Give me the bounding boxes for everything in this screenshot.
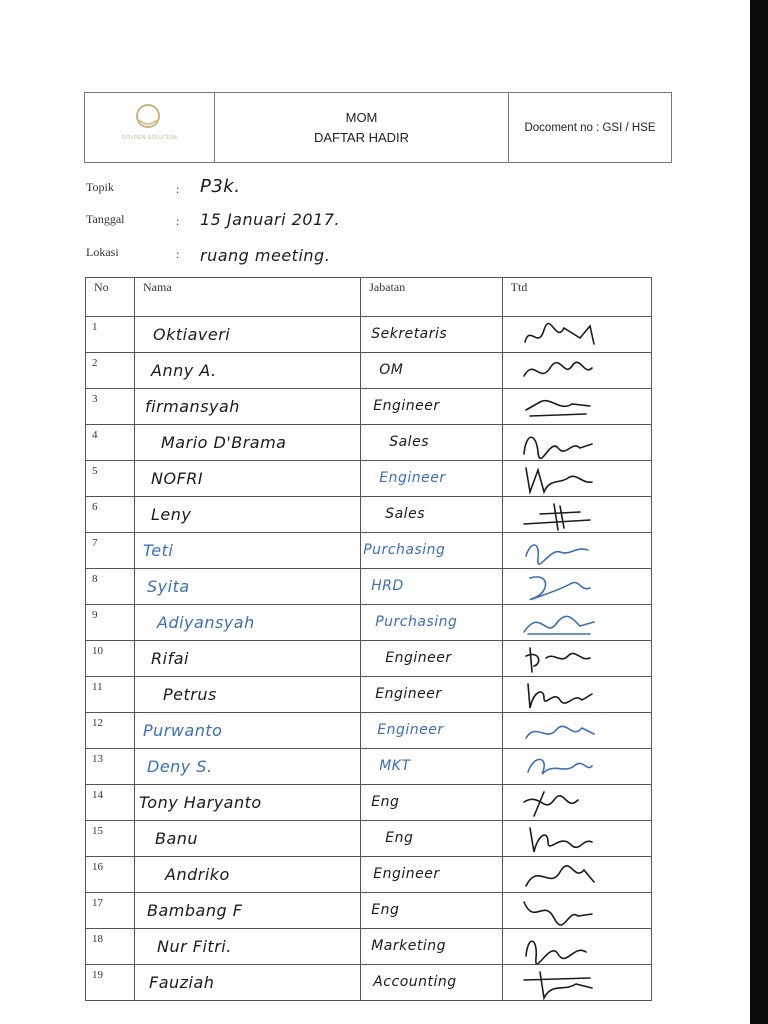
attendee-position: Eng [385,830,414,846]
row-no-cell [86,821,135,857]
title-line-2: DAFTAR HADIR [313,129,410,145]
signature-mark [515,608,605,640]
row-no-cell [86,677,135,713]
table-row [86,749,652,785]
row-number: 7 [92,537,98,549]
attendee-name: Tony Haryanto [139,793,262,812]
signature-mark [515,860,605,892]
table-row [86,353,652,389]
signature-mark [515,824,605,856]
row-number: 11 [92,681,103,693]
row-signature-cell [502,605,651,641]
signature-mark [515,932,605,964]
topik-value: P3k. [200,176,241,197]
attendee-position: Sales [385,506,425,522]
attendee-name: Deny S. [147,757,213,776]
attendee-name: Teti [143,541,174,560]
signature-mark [515,716,605,748]
attendee-position: Engineer [379,470,446,486]
table-row [86,677,652,713]
row-no-cell [86,857,135,893]
tanggal-value: 15 Januari 2017. [200,210,340,229]
row-signature-cell [502,641,651,677]
row-number: 10 [92,645,103,657]
row-name-cell [135,821,361,857]
scan-edge [750,0,768,1024]
signature-mark [515,788,605,820]
signature-mark [515,572,605,604]
row-no-cell [86,425,135,461]
signature-mark [515,644,605,676]
row-jabatan-cell [361,605,502,641]
table-row [86,785,652,821]
row-jabatan-cell [361,749,502,785]
table-row [86,425,652,461]
attendee-name: Andriko [165,865,230,884]
attendee-position: MKT [379,758,411,774]
table-row [86,965,652,1001]
attendee-position: Eng [371,794,400,810]
row-signature-cell [502,461,651,497]
attendee-position: HRD [371,578,404,594]
row-jabatan-cell [361,461,502,497]
row-no-cell [86,785,135,821]
attendee-name: Mario D'Brama [161,433,287,452]
row-signature-cell [502,425,651,461]
row-no-cell [86,569,135,605]
row-no-cell [86,965,135,1001]
row-name-cell [135,461,361,497]
row-name-cell [135,785,361,821]
table-row [86,929,652,965]
row-jabatan-cell [361,821,502,857]
table-header-row [86,278,652,317]
document-number: Docoment no : GSI / HSE [524,121,656,134]
signature-mark [515,356,605,388]
lokasi-label: Lokasi [86,245,119,259]
header-jabatan: Jabatan [361,278,502,317]
signature-mark [515,500,605,532]
attendee-name: Purwanto [143,721,223,740]
table-row [86,497,652,533]
row-name-cell [135,641,361,677]
signature-mark [515,968,605,1000]
attendee-name: Oktiaveri [153,325,231,344]
logo-text: GOLDEN SOLUTION [121,135,178,141]
row-number: 16 [92,861,103,873]
row-name-cell [135,533,361,569]
attendee-position: Accounting [373,974,457,990]
header-ttd: Ttd [502,278,651,317]
row-number: 8 [92,573,98,585]
signature-mark [515,464,605,496]
row-jabatan-cell [361,785,502,821]
attendance-table [85,277,652,1001]
row-signature-cell [502,497,651,533]
row-name-cell [135,713,361,749]
row-signature-cell [502,929,651,965]
row-jabatan-cell [361,929,502,965]
attendee-name: NOFRI [151,469,204,488]
table-row [86,569,652,605]
signature-mark [515,752,605,784]
logo-icon [133,101,163,131]
row-no-cell [86,317,135,353]
attendee-position: Purchasing [363,542,446,558]
row-signature-cell [502,893,651,929]
row-signature-cell [502,821,651,857]
row-number: 9 [92,609,98,621]
table-row [86,605,652,641]
row-name-cell [135,857,361,893]
table-row [86,893,652,929]
row-jabatan-cell [361,569,502,605]
row-no-cell [86,353,135,389]
attendee-name: Adiyansyah [157,613,255,632]
row-no-cell [86,929,135,965]
row-number: 5 [92,465,98,477]
title-line-1: MOM [345,109,378,125]
row-jabatan-cell [361,893,502,929]
attendee-name: Rifai [151,649,189,668]
row-signature-cell [502,677,651,713]
row-signature-cell [502,569,651,605]
row-signature-cell [502,353,651,389]
row-jabatan-cell [361,425,502,461]
signature-mark [515,428,605,460]
row-signature-cell [502,965,651,1001]
attendee-name: Fauziah [149,973,215,992]
row-number: 6 [92,501,98,513]
table-row [86,389,652,425]
row-signature-cell [502,389,651,425]
attendee-name: Nur Fitri. [157,937,232,956]
lokasi-colon: : [176,247,180,261]
row-signature-cell [502,857,651,893]
attendee-position: Eng [371,902,400,918]
company-logo [85,93,215,162]
row-jabatan-cell [361,497,502,533]
attendee-name: firmansyah [145,397,240,416]
document-title [215,93,509,162]
row-no-cell [86,749,135,785]
attendee-position: Engineer [375,686,442,702]
row-number: 3 [92,393,98,405]
row-signature-cell [502,317,651,353]
table-row [86,533,652,569]
header-no: No [86,278,135,317]
attendee-position: Sales [389,434,429,450]
document-header [84,92,672,163]
attendee-position: Sekretaris [371,326,448,342]
attendee-position: Engineer [373,866,440,882]
row-signature-cell [502,749,651,785]
row-number: 14 [92,789,103,801]
table-row [86,317,652,353]
attendee-position: Purchasing [375,614,458,630]
row-no-cell [86,641,135,677]
row-number: 17 [92,897,103,909]
signature-mark [515,680,605,712]
row-signature-cell [502,785,651,821]
row-jabatan-cell [361,389,502,425]
row-name-cell [135,749,361,785]
row-name-cell [135,893,361,929]
row-jabatan-cell [361,965,502,1001]
row-number: 2 [92,357,98,369]
tanggal-colon: : [176,214,180,228]
table-row [86,713,652,749]
row-no-cell [86,893,135,929]
row-jabatan-cell [361,353,502,389]
tanggal-label: Tanggal [86,212,125,226]
row-name-cell [135,965,361,1001]
attendee-name: Anny A. [151,361,217,380]
row-number: 13 [92,753,103,765]
row-number: 12 [92,717,103,729]
attendee-position: Engineer [373,398,440,414]
signature-mark [515,896,605,928]
row-no-cell [86,389,135,425]
attendee-name: Bambang F [147,901,243,920]
table-row [86,821,652,857]
table-row [86,857,652,893]
row-jabatan-cell [361,641,502,677]
row-number: 19 [92,969,103,981]
row-no-cell [86,605,135,641]
signature-mark [515,536,605,568]
row-name-cell [135,605,361,641]
row-signature-cell [502,713,651,749]
attendee-position: Engineer [385,650,452,666]
row-jabatan-cell [361,533,502,569]
row-name-cell [135,677,361,713]
row-name-cell [135,353,361,389]
row-jabatan-cell [361,857,502,893]
row-no-cell [86,497,135,533]
row-number: 15 [92,825,103,837]
row-jabatan-cell [361,677,502,713]
row-signature-cell [502,533,651,569]
row-name-cell [135,569,361,605]
header-nama: Nama [135,278,361,317]
attendee-name: Petrus [163,685,217,704]
attendee-position: OM [379,362,404,378]
row-name-cell [135,317,361,353]
attendee-position: Engineer [377,722,444,738]
table-row [86,641,652,677]
signature-mark [515,392,605,424]
row-name-cell [135,929,361,965]
row-jabatan-cell [361,317,502,353]
row-number: 4 [92,429,98,441]
row-no-cell [86,713,135,749]
lokasi-value: ruang meeting. [200,246,331,265]
topik-label: Topik [86,180,114,194]
attendee-name: Leny [151,505,192,524]
row-name-cell [135,425,361,461]
attendee-name: Syita [147,577,190,596]
row-number: 1 [92,321,98,333]
row-number: 18 [92,933,103,945]
attendee-position: Marketing [371,938,446,954]
row-no-cell [86,461,135,497]
row-name-cell [135,497,361,533]
topik-colon: : [176,182,180,196]
attendee-name: Banu [155,829,199,848]
row-no-cell [86,533,135,569]
table-row [86,461,652,497]
signature-mark [515,320,605,352]
row-jabatan-cell [361,713,502,749]
row-name-cell [135,389,361,425]
